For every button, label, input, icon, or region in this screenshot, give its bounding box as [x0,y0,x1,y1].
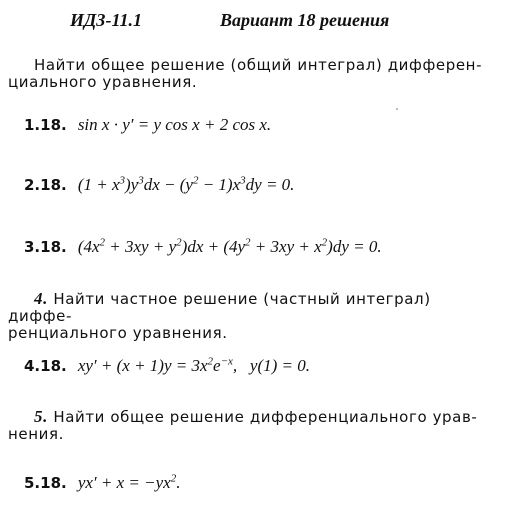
problem-label: 4.18. [24,356,67,375]
problem-equation: $yx' + x = -yx^2$. [77,472,181,492]
problem-label: 1.18. [24,116,67,134]
problem-2-18 [24,170,494,195]
section-line: Найти общее решение дифференциального урав- [53,408,478,426]
scan-speck [396,108,398,110]
variant-title: Вариант 18 решения [220,10,390,30]
section-line: циального уравнения. [8,73,198,91]
problem-equation: $xy' + (x + 1)y = 3x^2e^{-x}$, y(1) = 0. [77,355,310,375]
problem-5-18 [24,468,494,493]
section-line: Найти общее решение (общий интеграл) дифферен- [34,56,483,74]
problem-label: 5.18. [24,473,67,492]
problem-label: 3.18. [24,237,67,256]
section-instruction-general-2 [8,408,498,443]
section-number: 4. [34,289,48,308]
problem-1-18 [24,115,494,135]
assignment-code: ИДЗ-11.1 [70,10,142,30]
problem-label: 2.18. [24,175,67,194]
problem-4-18 [24,351,494,376]
section-instruction-general [8,57,498,91]
section-line: Найти частное решение (частный интеграл) диффе- [8,290,431,325]
section-line: нения. [8,425,64,443]
section-line: ренциального уравнения. [8,324,228,342]
section-number: 5. [34,407,48,426]
section-instruction-particular [8,290,498,342]
problem-equation: $(4x^2 + 3xy + y^2)dx + (4y^2 + 3xy + x^2)dy = 0$. [77,236,382,256]
problem-equation: sin x · y′ = y cos x + 2 cos x. [77,115,272,134]
problem-equation: $(1 + x^3)y^3dx - (y^2 - 1)x^3dy = 0$. [77,174,295,194]
problem-3-18 [24,232,494,257]
